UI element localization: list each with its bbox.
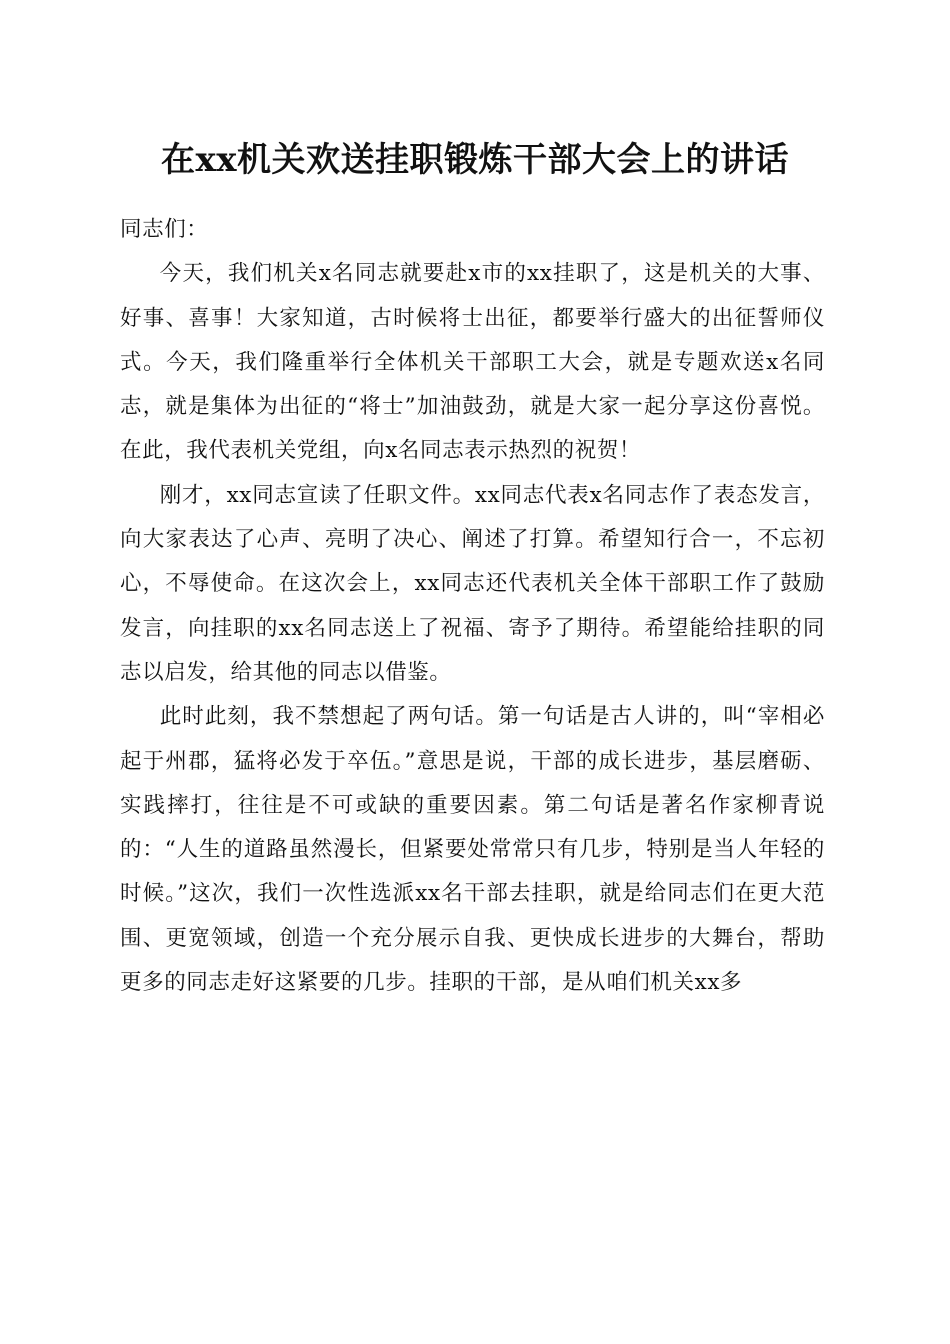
paragraph: 刚才，xx同志宣读了任职文件。xx同志代表x名同志作了表态发言，向大家表达了心声、亮明了决心、阐述了打算。希望知行合一，不忘初心，不辱使命。在这次会上，xx同志还代表机关全体干部职工作了鼓励发言，向挂职的xx名同志送上了祝福、寄予了期待。希望能给挂职的同志以启发，给其他的同志以借鉴。 xyxy=(120,482,825,685)
greeting: 同志们： xyxy=(120,217,209,242)
paragraph: 今天，我们机关x名同志就要赴x市的xx挂职了，这是机关的大事、好事、喜事！大家知道，古时候将士出征，都要举行盛大的出征誓师仪式。今天，我们隆重举行全体机关干部职工大会，就是专题欢送x名同志，就是集体为出征的“将士”加油鼓劲，就是大家一起分享这份喜悦。在此，我代表机关党组，向x名同志表示热烈的祝贺！ xyxy=(120,261,825,464)
document-body xyxy=(120,208,825,1005)
paragraph: 此时此刻，我不禁想起了两句话。第一句话是古人讲的，叫“宰相必起于州郡，猛将必发于卒伍。”意思是说，干部的成长进步，基层磨砺、实践摔打，往往是不可或缺的重要因素。第二句话是著名作家柳青说的：“人生的道路虽然漫长，但紧要处常常只有几步，特别是当人年轻的时候。”这次，我们一次性选派xx名干部去挂职，就是给同志们在更大范围、更宽领域，创造一个充分展示自我、更快成长进步的大舞台，帮助更多的同志走好这紧要的几步。挂职的干部，是从咱们机关xx多 xyxy=(120,704,825,996)
document-title: 在xx机关欢送挂职锻炼干部大会上的讲话 xyxy=(160,140,790,180)
